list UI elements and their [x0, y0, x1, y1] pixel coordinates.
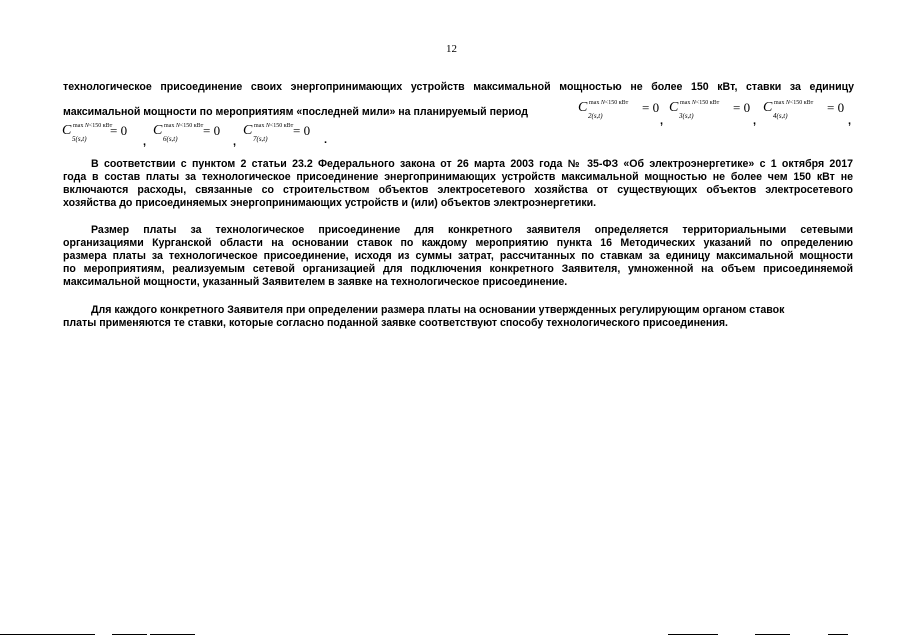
- formula-separator: ,: [660, 115, 664, 127]
- formula-base: C: [763, 100, 773, 115]
- formula-c6: [153, 123, 221, 143]
- formula-subscript: 5(s,t): [72, 135, 87, 143]
- formula-superscript: max N<150 кВт: [589, 100, 629, 106]
- paragraph-2-line-2: организациями Курганской области на основании ставок по каждому мероприятию пункта 16 Методических указаний по определению: [63, 237, 853, 249]
- formula-subscript: 4(s,t): [773, 112, 788, 120]
- formula-superscript: max N<150 кВт: [774, 100, 814, 106]
- paragraph-3-line-1: Для каждого конкретного Заявителя при определении размера платы на основании утвержденных регулирующим органом ставок: [91, 304, 785, 316]
- formula-rhs: = 0: [827, 100, 845, 115]
- formula-base: C: [578, 100, 588, 115]
- formula-superscript: max N<150 кВт: [73, 123, 113, 129]
- formula-c2: [578, 100, 660, 120]
- formula-separator: ,: [753, 115, 757, 127]
- formula-subscript: 7(s,t): [253, 135, 268, 143]
- paragraph-1-line-4: хозяйства до присоединяемых энергопринимающих устройств и (или) объектов электроэнергетики.: [63, 197, 597, 209]
- formula-rhs: = 0: [203, 123, 221, 138]
- scan-edge-line: [112, 634, 147, 635]
- scan-edge-line: [668, 634, 718, 635]
- paragraph-2-line-1: Размер платы за технологическое присоединение для конкретного заявителя определяется территориальными сетевыми: [91, 224, 853, 236]
- formula-separator: ,: [143, 136, 147, 148]
- formula-rhs: = 0: [642, 100, 660, 115]
- intro-line-2: максимальной мощности по мероприятиям «последней мили» на планируемый период: [63, 106, 528, 118]
- intro-line-1: технологическое присоединение своих энергопринимающих устройств максимальной мощностью не более 150 кВт, ставки за единицу: [63, 81, 854, 93]
- scan-edge-line: [828, 634, 848, 635]
- page-number: 12: [446, 43, 457, 55]
- formula-rhs: = 0: [293, 123, 311, 138]
- paragraph-1-line-1: В соответствии с пунктом 2 статьи 23.2 Федерального закона от 26 марта 2003 года № 35-ФЗ «Об электроэнергетике» с 1 октября 2017: [91, 158, 853, 170]
- paragraph-1-line-3: включаются расходы, связанные со строительством объектов электросетевого хозяйства от существующих объектов электросетевого: [63, 184, 853, 196]
- formula-c7: [243, 123, 311, 143]
- formula-subscript: 6(s,t): [163, 135, 178, 143]
- formula-superscript: max N<150 кВт: [680, 100, 720, 106]
- formula-rhs: = 0: [733, 100, 751, 115]
- formula-c5: [62, 123, 128, 143]
- formula-separator: .: [324, 134, 328, 146]
- formula-separator: ,: [233, 136, 237, 148]
- formula-base: C: [153, 123, 163, 138]
- formula-superscript: max N<150 кВт: [254, 123, 294, 129]
- paragraph-1-line-2: года в состав платы за технологическое присоединение энергопринимающих устройств максимальной мощностью не более чем 150 кВт не: [63, 171, 853, 183]
- formula-subscript: 3(s,t): [679, 112, 694, 120]
- formula-separator: ,: [848, 115, 852, 127]
- formula-base: C: [62, 123, 72, 138]
- formula-base: C: [669, 100, 679, 115]
- formula-superscript: max N<150 кВт: [164, 123, 204, 129]
- paragraph-2-line-3: размера платы за технологическое присоединение, исходя из суммы затрат, рассчитанных по ставкам за единицу максимальной мощности: [63, 250, 853, 262]
- paragraph-2-line-4: по мероприятиям, реализуемым сетевой организацией для подключения конкретного Заявителя, умноженной на объем присоединяемой: [63, 263, 853, 275]
- paragraph-2-line-5: максимальной мощности, указанный Заявителем в заявке на технологическое присоединение.: [63, 276, 568, 288]
- formula-c3: [669, 100, 751, 120]
- formula-rhs: = 0: [110, 123, 128, 138]
- paragraph-3-line-2: платы применяются те ставки, которые согласно поданной заявке соответствуют способу технологического присоединения.: [63, 317, 728, 329]
- formula-subscript: 2(s,t): [588, 112, 603, 120]
- formula-c4: [763, 100, 845, 120]
- scan-edge-line: [0, 634, 95, 635]
- formula-base: C: [243, 123, 253, 138]
- scan-edge-line: [755, 634, 790, 635]
- scan-edge-line: [150, 634, 195, 635]
